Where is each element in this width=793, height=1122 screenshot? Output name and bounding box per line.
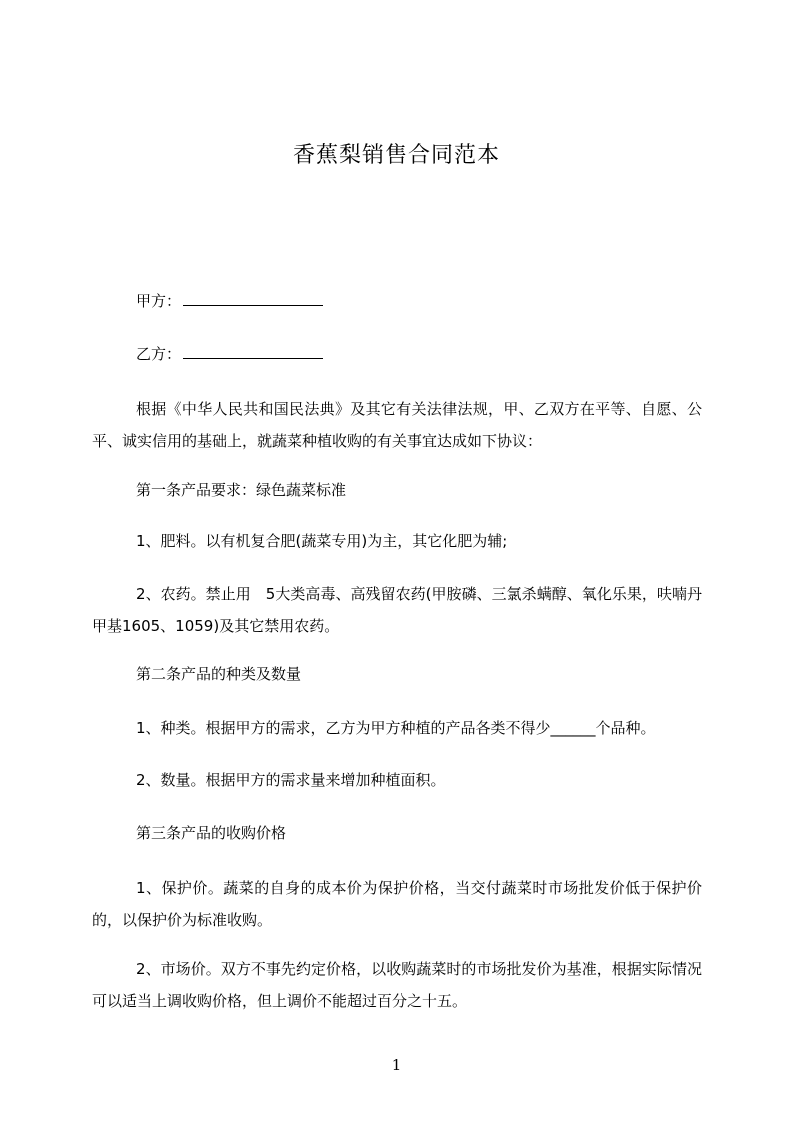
article3-item1: 1、保护价。蔬菜的自身的成本价为保护价格，当交付蔬菜时市场批发价低于保护价的，以保护价为标准收购。 xyxy=(92,879,702,929)
preamble-paragraph: 根据《中华人民共和国民法典》及其它有关法律法规，甲、乙双方在平等、自愿、公平、诚实信用的基础上，就蔬菜种植收购的有关事宜达成如下协议： xyxy=(92,400,702,450)
article3-heading: 第三条产品的收购价格 xyxy=(136,824,287,842)
page-number: 1 xyxy=(391,1056,402,1074)
article2-item1: 1、种类。根据甲方的需求，乙方为甲方种植的产品各类不得少______个品种。 xyxy=(136,719,656,737)
article2-item2: 2、数量。根据甲方的需求量来增加种植面积。 xyxy=(136,771,446,789)
document-title: 香蕉梨销售合同范本 xyxy=(292,143,500,168)
party-a-line xyxy=(136,289,323,313)
party-b-blank xyxy=(183,342,323,359)
article2-heading: 第二条产品的种类及数量 xyxy=(136,665,302,683)
party-a-blank xyxy=(183,289,323,306)
article1-item2: 2、农药。禁止用 5大类高毒、高残留农药(甲胺磷、三氯杀螨醇、氧化乐果，呋喃丹甲基1605、1059)及其它禁用农药。 xyxy=(92,585,702,635)
article1-item1: 1、肥料。以有机复合肥(蔬菜专用)为主，其它化肥为辅; xyxy=(136,532,508,550)
party-b-line xyxy=(136,342,323,366)
article1-heading: 第一条产品要求：绿色蔬菜标准 xyxy=(136,481,347,499)
party-a-label: 甲方： xyxy=(136,292,182,310)
article3-item2: 2、市场价。双方不事先约定价格，以收购蔬菜时的市场批发价为基准，根据实际情况可以适当上调收购价格，但上调价不能超过百分之十五。 xyxy=(92,960,702,1010)
party-b-label: 乙方： xyxy=(136,345,182,363)
